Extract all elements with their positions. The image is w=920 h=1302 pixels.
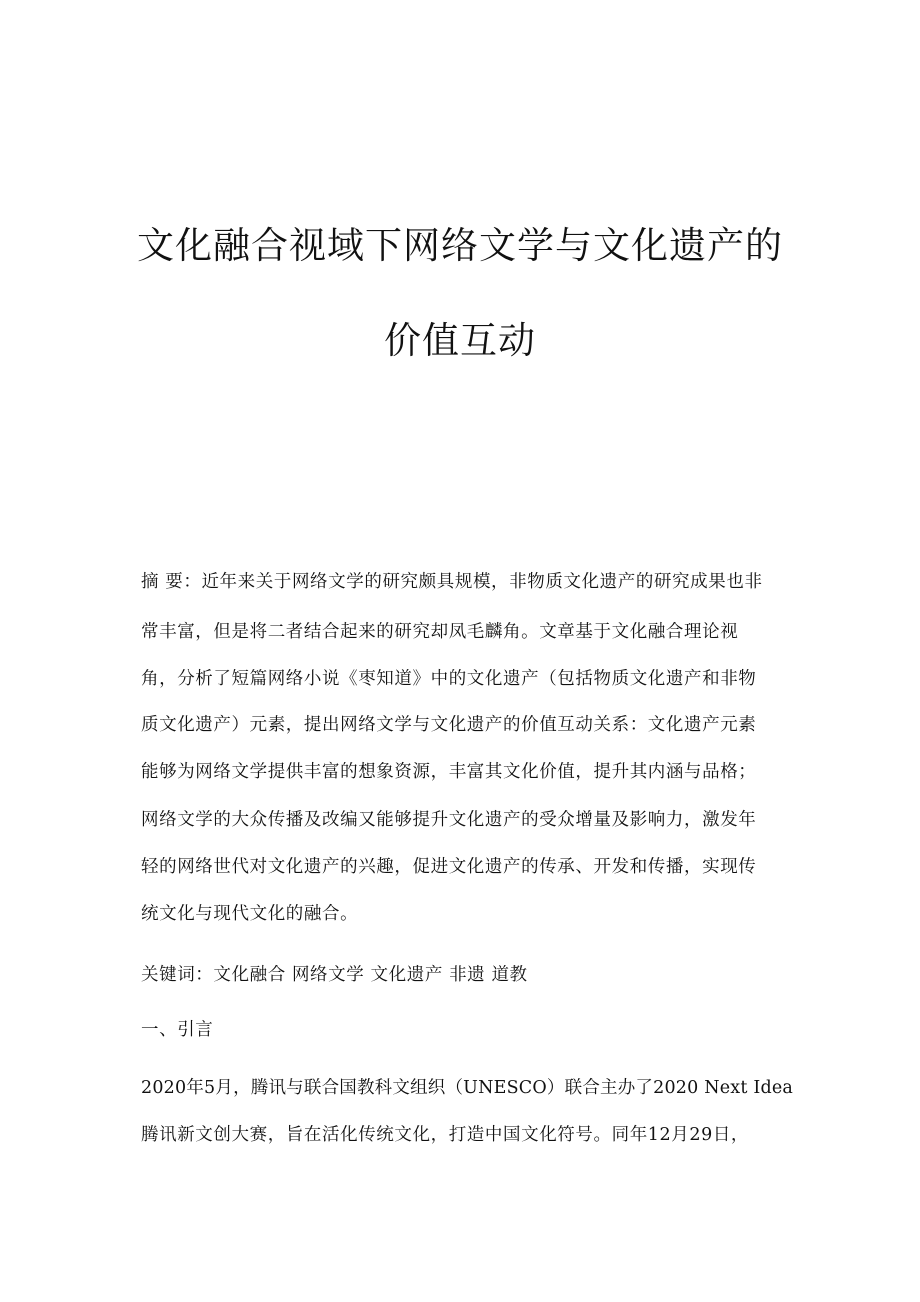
body-line: 腾讯新文创大赛，旨在活化传统文化，打造中国文化符号。同年12月29日， bbox=[141, 1125, 750, 1145]
abstract-line: 质文化遗产）元素，提出网络文学与文化遗产的价值互动关系：文化遗产元素 bbox=[141, 715, 757, 735]
keywords: 关键词：文化融合 网络文学 文化遗产 非遗 道教 bbox=[141, 965, 528, 985]
abstract-line: 网络文学的大众传播及改编又能够提升文化遗产的受众增量及影响力，激发年 bbox=[141, 810, 757, 830]
abstract-line: 统文化与现代文化的融合。 bbox=[141, 904, 359, 924]
abstract-line: 轻的网络世代对文化遗产的兴趣，促进文化遗产的传承、开发和传播，实现传 bbox=[141, 857, 757, 877]
abstract-line: 常丰富，但是将二者结合起来的研究却凤毛麟角。文章基于文化融合理论视 bbox=[141, 622, 739, 642]
body-line: 2020年5月，腾讯与联合国教科文组织（UNESCO）联合主办了2020 Next Idea bbox=[141, 1078, 794, 1098]
abstract-line: 摘 要：近年来关于网络文学的研究颇具规模，非物质文化遗产的研究成果也非 bbox=[141, 572, 763, 592]
section-heading: 一、引言 bbox=[141, 1020, 214, 1040]
abstract-line: 能够为网络文学提供丰富的想象资源，丰富其文化价值，提升其内涵与品格； bbox=[141, 762, 757, 782]
abstract-line: 角，分析了短篇网络小说《枣知道》中的文化遗产（包括物质文化遗产和非物 bbox=[141, 669, 757, 689]
title-line-2: 价值互动 bbox=[384, 319, 536, 362]
title-line-1: 文化融合视域下网络文学与文化遗产的 bbox=[137, 224, 783, 267]
